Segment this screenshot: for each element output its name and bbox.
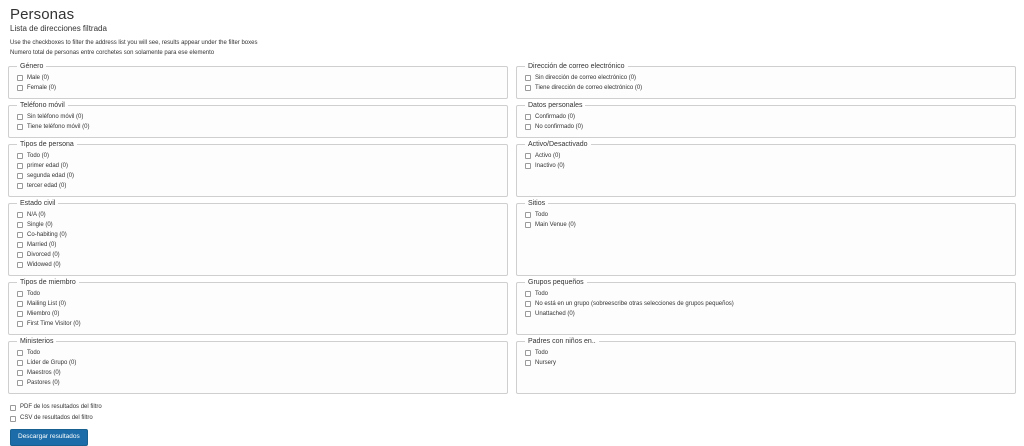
- filter-option-label: Todo: [535, 350, 549, 356]
- filter-option-label: tercer edad (0): [27, 183, 67, 189]
- filter-group-ministerios: [8, 338, 508, 394]
- export-option-pdf[interactable]: [10, 402, 1016, 413]
- filter-option-label: Confirmado (0): [535, 114, 576, 120]
- checkbox-icon[interactable]: [525, 85, 531, 91]
- checkbox-icon[interactable]: [17, 232, 23, 238]
- filter-option-label: Todo: [535, 291, 549, 297]
- checkbox-icon[interactable]: [17, 153, 23, 159]
- filter-option[interactable]: [17, 309, 501, 319]
- filter-option-label: segunda edad (0): [27, 173, 75, 179]
- filter-option[interactable]: [17, 250, 501, 260]
- filter-option[interactable]: [525, 348, 1009, 358]
- filter-option[interactable]: [525, 358, 1009, 368]
- checkbox-icon[interactable]: [525, 222, 531, 228]
- filter-options: [15, 111, 501, 132]
- filter-group-estado-civil: [8, 200, 508, 276]
- filter-option[interactable]: [17, 151, 501, 161]
- filter-group-legend: Grupos pequeños: [528, 279, 584, 286]
- filter-groups-grid: [8, 63, 1016, 394]
- filter-option-label: Male (0): [27, 75, 50, 81]
- filter-option[interactable]: [17, 230, 501, 240]
- filter-option-label: Widowed (0): [27, 262, 61, 268]
- checkbox-icon[interactable]: [10, 405, 16, 411]
- filter-group-legend: Activo/Desactivado: [528, 141, 588, 148]
- checkbox-icon[interactable]: [17, 85, 23, 91]
- filter-group-legend: Estado civil: [20, 200, 56, 207]
- checkbox-icon[interactable]: [525, 311, 531, 317]
- filter-options: [15, 72, 501, 93]
- filter-option-label: Sin teléfono móvil (0): [27, 114, 84, 120]
- filter-option[interactable]: [17, 358, 501, 368]
- filter-group-sitios: [516, 200, 1016, 276]
- filter-option[interactable]: [525, 289, 1009, 299]
- filter-option[interactable]: [525, 299, 1009, 309]
- filter-option[interactable]: [525, 73, 1009, 83]
- filter-group-activo-desactivado: [516, 141, 1016, 197]
- filter-options: [523, 288, 1009, 319]
- checkbox-icon[interactable]: [17, 163, 23, 169]
- filter-option-label: Tiene dirección de correo electrónico (0): [535, 85, 643, 91]
- checkbox-icon[interactable]: [525, 291, 531, 297]
- filter-option-label: Unattached (0): [535, 311, 575, 317]
- filter-option[interactable]: [17, 289, 501, 299]
- filter-options: [15, 209, 501, 270]
- filter-option[interactable]: [525, 112, 1009, 122]
- checkbox-icon[interactable]: [17, 124, 23, 130]
- help-text-totals: Numero total de personas entre corchetes son solamente para ese elemento: [10, 50, 215, 56]
- checkbox-icon[interactable]: [17, 222, 23, 228]
- filter-option-label: Líder de Grupo (0): [27, 360, 77, 366]
- checkbox-icon[interactable]: [17, 252, 23, 258]
- filter-group-legend: Sitios: [528, 200, 546, 207]
- checkbox-icon[interactable]: [17, 75, 23, 81]
- filter-option[interactable]: [17, 210, 501, 220]
- filter-option[interactable]: [17, 348, 501, 358]
- filter-option[interactable]: [17, 171, 501, 181]
- filter-option[interactable]: [17, 112, 501, 122]
- filter-group-legend: Teléfono móvil: [20, 102, 65, 109]
- filter-option[interactable]: [525, 220, 1009, 230]
- filter-group-padres-con-ninos: [516, 338, 1016, 394]
- checkbox-icon[interactable]: [10, 416, 16, 422]
- filter-options: [15, 150, 501, 191]
- filter-option[interactable]: [17, 319, 501, 329]
- filter-group-legend: Tipos de persona: [20, 141, 74, 148]
- filter-option[interactable]: [17, 260, 501, 270]
- filter-group-legend: Tipos de miembro: [20, 279, 76, 286]
- filter-option[interactable]: [525, 151, 1009, 161]
- checkbox-icon[interactable]: [17, 311, 23, 317]
- filter-option[interactable]: [17, 299, 501, 309]
- filter-options: [523, 347, 1009, 368]
- checkbox-icon[interactable]: [17, 370, 23, 376]
- filter-option-label: Married (0): [27, 242, 57, 248]
- filter-option[interactable]: [17, 368, 501, 378]
- filter-option-label: Todo: [27, 350, 41, 356]
- filter-group-grupos-pequenos: [516, 279, 1016, 335]
- filter-group-direccion-correo: [516, 63, 1016, 99]
- checkbox-icon[interactable]: [17, 183, 23, 189]
- checkbox-icon[interactable]: [525, 163, 531, 169]
- checkbox-icon[interactable]: [17, 114, 23, 120]
- filter-option[interactable]: [17, 220, 501, 230]
- filter-option-label: Sin dirección de correo electrónico (0): [535, 75, 637, 81]
- filter-option-label: Miembro (0): [27, 311, 60, 317]
- checkbox-icon[interactable]: [17, 360, 23, 366]
- filter-option[interactable]: [17, 122, 501, 132]
- checkbox-icon[interactable]: [17, 242, 23, 248]
- filter-option[interactable]: [17, 181, 501, 191]
- page-subtitle: Lista de direcciones filtrada: [10, 24, 107, 33]
- filter-group-tipos-de-persona: [8, 141, 508, 197]
- export-options: [8, 402, 1016, 424]
- filter-option-label: Female (0): [27, 85, 57, 91]
- filter-option-label: primer edad (0): [27, 163, 69, 169]
- checkbox-icon[interactable]: [17, 380, 23, 386]
- filter-group-legend: Datos personales: [528, 102, 583, 109]
- filter-option-label: Single (0): [27, 222, 53, 228]
- checkbox-icon[interactable]: [17, 262, 23, 268]
- filter-option-label: Divorced (0): [27, 252, 60, 258]
- export-option-label: CSV de resultados del filtro: [20, 415, 93, 421]
- checkbox-icon[interactable]: [17, 291, 23, 297]
- filter-group-legend: Padres con niños en..: [528, 338, 596, 345]
- filter-option[interactable]: [17, 240, 501, 250]
- filter-group-telefono-movil: [8, 102, 508, 138]
- filter-option[interactable]: [17, 73, 501, 83]
- checkbox-icon[interactable]: [17, 173, 23, 179]
- checkbox-icon[interactable]: [525, 114, 531, 120]
- filter-option-label: Pastores (0): [27, 380, 60, 386]
- checkbox-icon[interactable]: [525, 124, 531, 130]
- filter-options: [523, 150, 1009, 171]
- filter-option[interactable]: [17, 161, 501, 171]
- filter-option[interactable]: [525, 161, 1009, 171]
- filter-group-legend: Dirección de correo electrónico: [528, 63, 625, 70]
- filter-group-genero: [8, 63, 508, 99]
- filter-options: [15, 288, 501, 329]
- filter-option[interactable]: [525, 83, 1009, 93]
- filter-option-label: Activo (0): [535, 153, 561, 159]
- checkbox-icon[interactable]: [17, 301, 23, 307]
- filter-options: [523, 209, 1009, 230]
- filter-option-label: N/A (0): [27, 212, 46, 218]
- filter-option-label: Todo: [27, 291, 41, 297]
- checkbox-icon[interactable]: [17, 212, 23, 218]
- export-option-csv[interactable]: [10, 413, 1016, 424]
- filter-option-label: First Time Visitor (0): [27, 321, 81, 327]
- filter-option-label: Maestros (0): [27, 370, 61, 376]
- filter-option-label: Todo (0): [27, 153, 50, 159]
- download-results-button[interactable]: Descargar resultados: [10, 429, 88, 446]
- checkbox-icon[interactable]: [525, 350, 531, 356]
- filter-option[interactable]: [525, 210, 1009, 220]
- filter-option[interactable]: [17, 378, 501, 388]
- checkbox-icon[interactable]: [525, 360, 531, 366]
- checkbox-icon[interactable]: [17, 350, 23, 356]
- filter-option[interactable]: [525, 309, 1009, 319]
- checkbox-icon[interactable]: [525, 153, 531, 159]
- checkbox-icon[interactable]: [525, 212, 531, 218]
- filter-options: [15, 347, 501, 388]
- filter-option-label: Main Venue (0): [535, 222, 576, 228]
- filter-option-label: No está en un grupo (sobreescribe otras selecciones de grupos pequeños): [535, 301, 734, 307]
- filter-option-label: No confirmado (0): [535, 124, 584, 130]
- filter-option-label: Mailing List (0): [27, 301, 67, 307]
- filter-option-label: Co-habiting (0): [27, 232, 67, 238]
- checkbox-icon[interactable]: [525, 301, 531, 307]
- filter-option-label: Tiene teléfono móvil (0): [27, 124, 90, 130]
- filter-option[interactable]: [17, 83, 501, 93]
- filter-option-label: Inactivo (0): [535, 163, 565, 169]
- filter-group-legend: Ministerios: [20, 338, 54, 345]
- filter-group-tipos-de-miembro: [8, 279, 508, 335]
- help-text-checkboxes: Use the checkboxes to filter the address list you will see, results appear under the filter boxes: [10, 40, 258, 46]
- export-option-label: PDF de los resultados del filtro: [20, 404, 102, 410]
- filter-options: [523, 111, 1009, 132]
- checkbox-icon[interactable]: [525, 75, 531, 81]
- filter-option-label: Nursery: [535, 360, 557, 366]
- filter-option-label: Todo: [535, 212, 549, 218]
- filter-group-datos-personales: [516, 102, 1016, 138]
- checkbox-icon[interactable]: [17, 321, 23, 327]
- filter-option[interactable]: [525, 122, 1009, 132]
- page-title: Personas: [10, 6, 75, 23]
- filter-options: [523, 72, 1009, 93]
- filter-group-legend: Género: [20, 63, 44, 70]
